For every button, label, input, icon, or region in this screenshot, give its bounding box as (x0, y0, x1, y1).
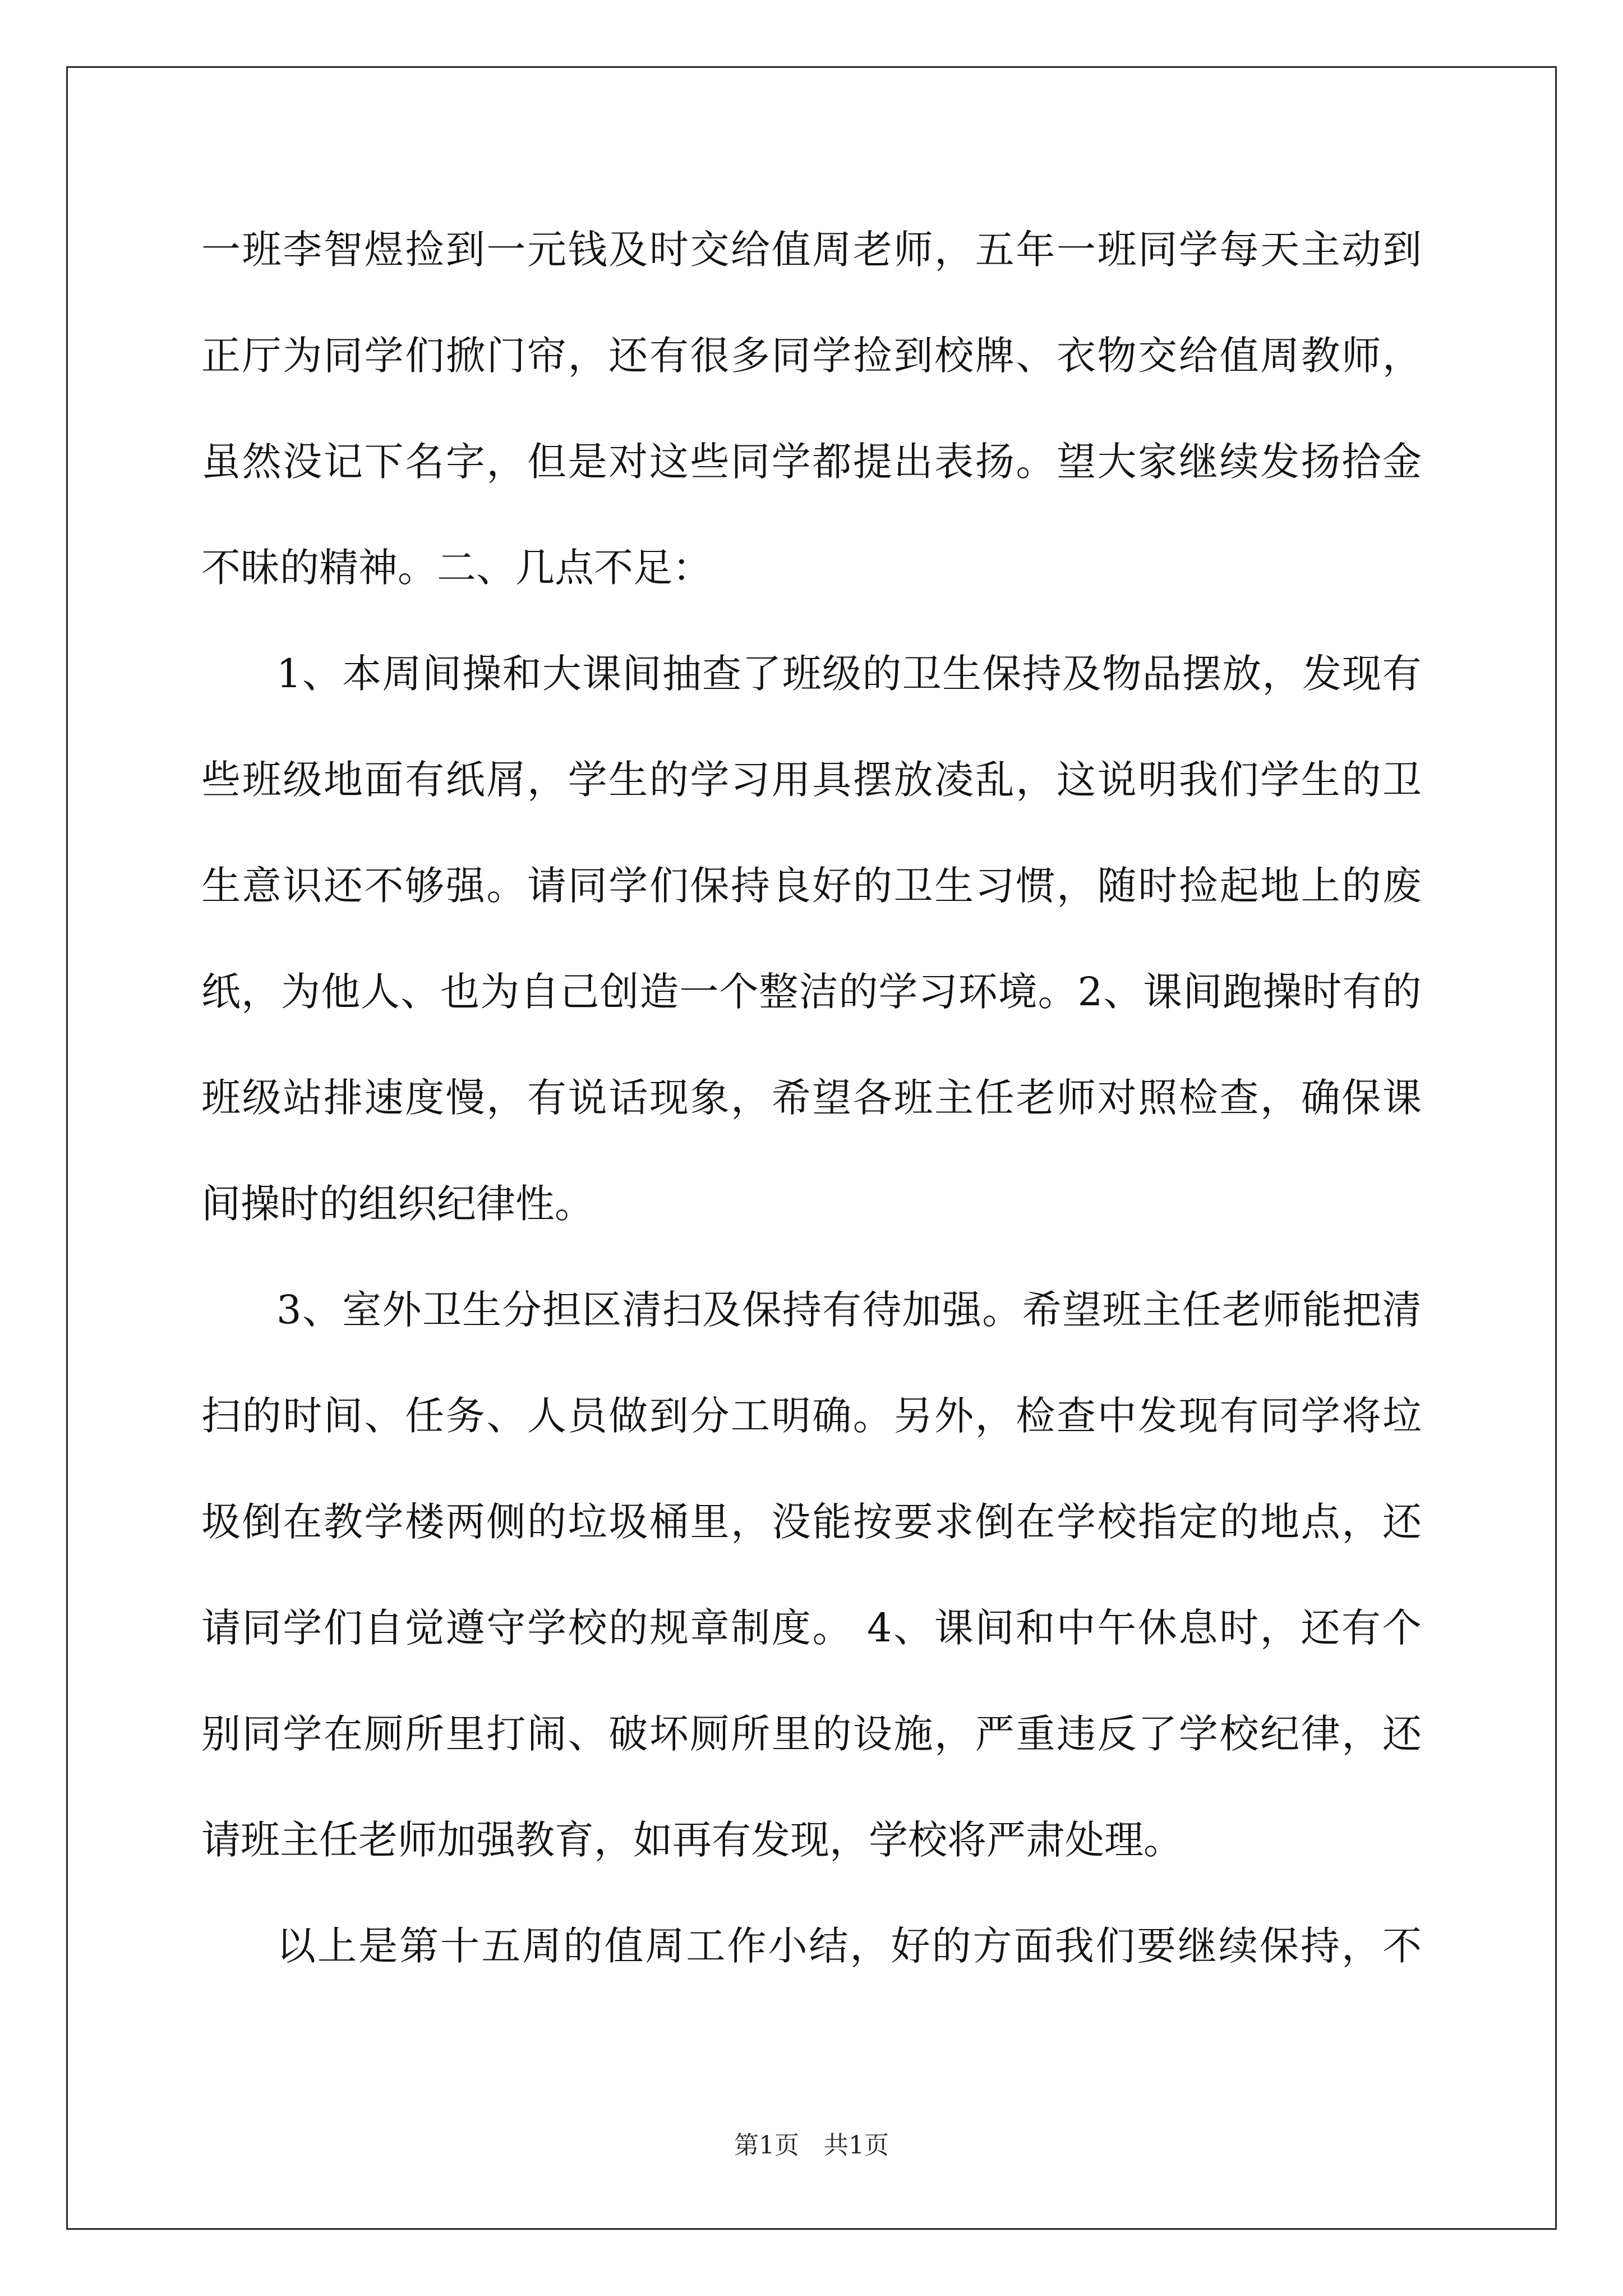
text-line: 3、室外卫生分担区清扫及保持有待加强。希望班主任老师能把清 (276, 1287, 1422, 1333)
text-line: 班级站排速度慢，有说话现象，希望各班主任老师对照检查，确保课 (201, 1075, 1423, 1121)
text-line: 以上是第十五周的值周工作小结，好的方面我们要继续保持，不 (276, 1923, 1424, 1969)
text-line: 别同学在厕所里打闹、破坏厕所里的设施，严重违反了学校纪律，还 (201, 1711, 1423, 1757)
page-footer: 第1页 共1页 (734, 2131, 889, 2160)
text-line: 生意识还不够强。请同学们保持良好的卫生习惯，随时捡起地上的废 (201, 863, 1423, 909)
text-line: 些班级地面有纸屑，学生的学习用具摆放凌乱，这说明我们学生的卫 (201, 757, 1423, 803)
text-line: 纸，为他人、也为自己创造一个整洁的学习环境。2、课间跑操时有的 (201, 969, 1422, 1015)
text-line: 一班李智煜捡到一元钱及时交给值周老师，五年一班同学每天主动到 (201, 227, 1423, 273)
text-line: 正厅为同学们掀门帘，还有很多同学捡到校牌、衣物交给值周教师， (201, 333, 1423, 379)
text-line: 间操时的组织纪律性。 (201, 1181, 594, 1227)
text-line: 不昧的精神。二、几点不足： (201, 545, 712, 591)
text-line: 1、本周间操和大课间抽查了班级的卫生保持及物品摆放，发现有 (276, 651, 1422, 697)
text-line: 请同学们自觉遵守学校的规章制度。 4、课间和中午休息时，还有个 (201, 1605, 1423, 1651)
text-line: 扫的时间、任务、人员做到分工明确。另外，检查中发现有同学将垃 (201, 1393, 1423, 1439)
text-line: 圾倒在教学楼两侧的垃圾桶里，没能按要求倒在学校指定的地点，还 (201, 1499, 1423, 1545)
text-line: 虽然没记下名字，但是对这些同学都提出表扬。望大家继续发扬拾金 (201, 439, 1423, 485)
text-line: 请班主任老师加强教育，如再有发现，学校将严肃处理。 (201, 1817, 1183, 1863)
page-border (66, 66, 1557, 2230)
